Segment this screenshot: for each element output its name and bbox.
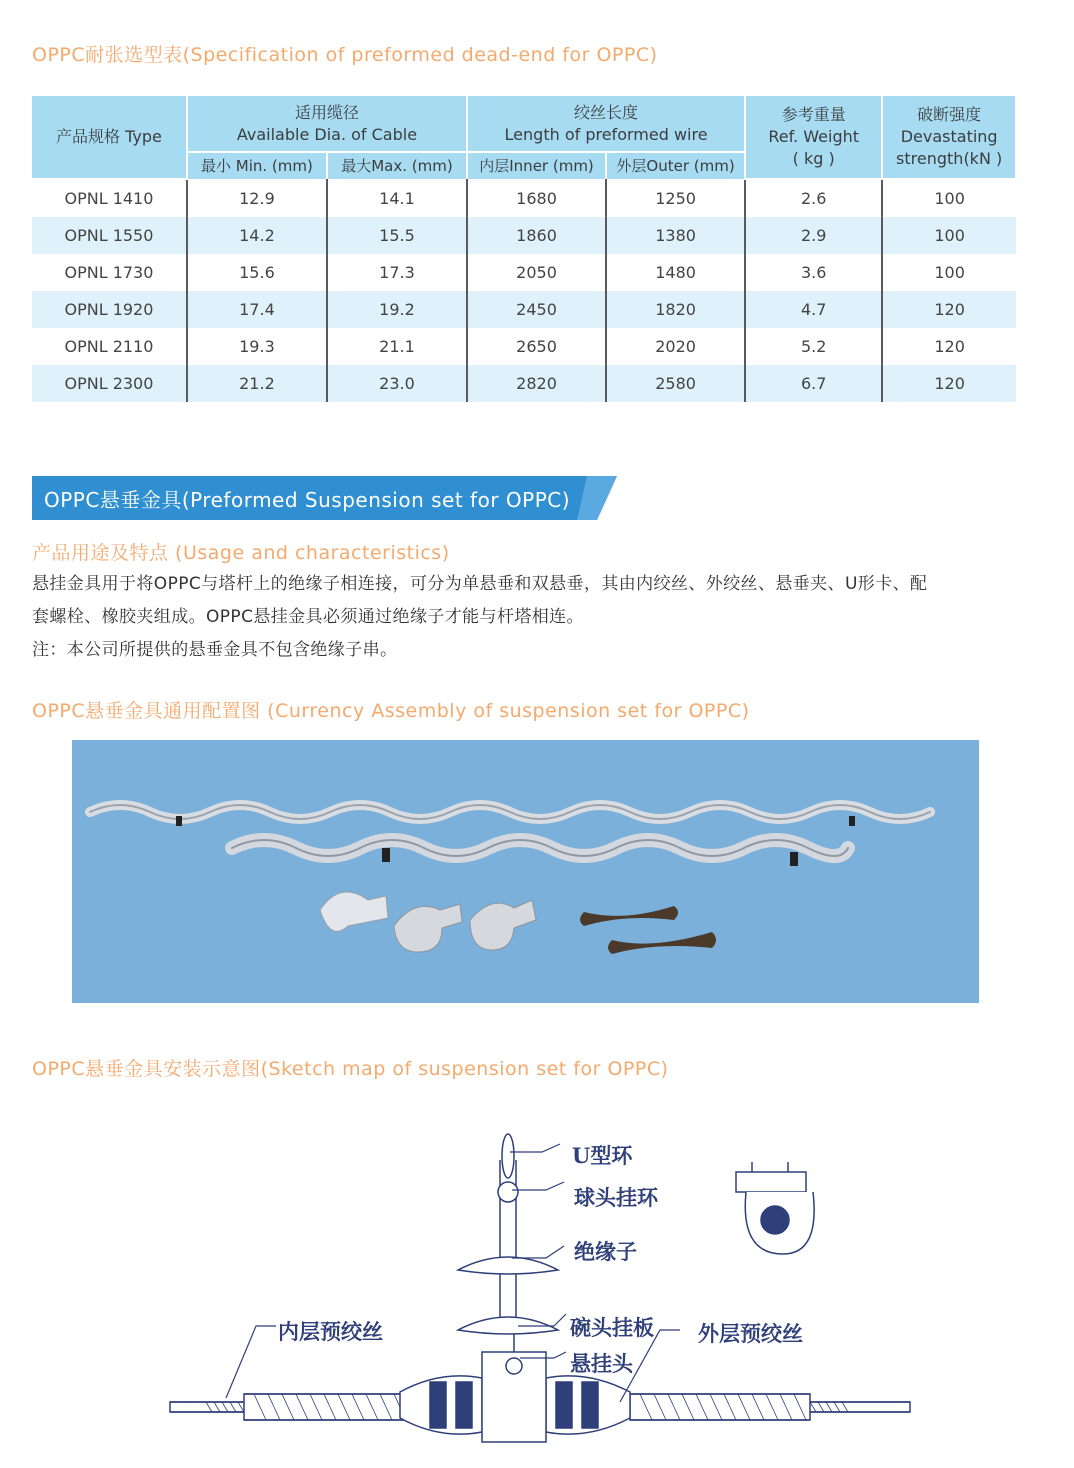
rubber-inserts bbox=[580, 906, 716, 954]
col-header-max: 最大Max. (mm) bbox=[327, 152, 467, 179]
value-cell: 19.2 bbox=[327, 291, 467, 328]
usage-line-1: 悬挂金具用于将OPPC与塔杆上的绝缘子相连接，可分为单悬垂和双悬垂，其由内绞丝、外绞丝、悬垂夹、U形卡、配 bbox=[32, 574, 928, 594]
table-row bbox=[32, 179, 1016, 217]
label-clamp-head: 悬挂头 bbox=[570, 1351, 633, 1376]
assembly-title: OPPC悬垂金具通用配置图 (Currency Assembly of suspension set for OPPC) bbox=[32, 700, 750, 722]
value-cell: 17.3 bbox=[327, 254, 467, 291]
spec-table-body bbox=[32, 179, 1016, 402]
value-cell: 2820 bbox=[467, 365, 606, 402]
label-u-ring: U型环 bbox=[572, 1143, 633, 1168]
value-cell: 2.6 bbox=[745, 179, 882, 217]
value-cell: 120 bbox=[882, 328, 1016, 365]
label-inner-rod: 内层预绞丝 bbox=[278, 1319, 383, 1344]
value-cell: 15.5 bbox=[327, 217, 467, 254]
col-header-type: 产品规格 Type bbox=[32, 96, 187, 179]
value-cell: 21.2 bbox=[187, 365, 327, 402]
value-cell: 120 bbox=[882, 291, 1016, 328]
usage-line-2: 套螺栓、橡胶夹组成。OPPC悬挂金具必须通过绝缘子才能与杆塔相连。 bbox=[32, 607, 584, 627]
type-cell: OPNL 1550 bbox=[32, 217, 187, 254]
value-cell: 14.2 bbox=[187, 217, 327, 254]
suspension-section-banner bbox=[32, 476, 617, 520]
value-cell: 17.4 bbox=[187, 291, 327, 328]
sketch-title: OPPC悬垂金具安装示意图(Sketch map of suspension set for OPPC) bbox=[32, 1058, 669, 1080]
table-row bbox=[32, 365, 1016, 402]
value-cell: 100 bbox=[882, 179, 1016, 217]
value-cell: 1380 bbox=[606, 217, 745, 254]
col-group-wire-length: 绞丝长度 Length of preformed wire bbox=[467, 96, 745, 152]
value-cell: 3.6 bbox=[745, 254, 882, 291]
value-cell: 100 bbox=[882, 254, 1016, 291]
table-row bbox=[32, 217, 1016, 254]
value-cell: 2450 bbox=[467, 291, 606, 328]
value-cell: 120 bbox=[882, 365, 1016, 402]
type-cell: OPNL 1920 bbox=[32, 291, 187, 328]
col-group-cable-dia: 适用缆径 Available Dia. of Cable bbox=[187, 96, 467, 152]
value-cell: 1480 bbox=[606, 254, 745, 291]
dead-end-spec-table bbox=[32, 96, 1017, 402]
value-cell: 2650 bbox=[467, 328, 606, 365]
table-row bbox=[32, 254, 1016, 291]
value-cell: 2020 bbox=[606, 328, 745, 365]
label-outer-rod: 外层预绞丝 bbox=[698, 1321, 803, 1346]
suspension-clamp-parts bbox=[320, 892, 536, 952]
usage-description bbox=[32, 568, 1022, 667]
value-cell: 12.9 bbox=[187, 179, 327, 217]
banner-title: OPPC悬垂金具(Preformed Suspension set for OPPC) bbox=[44, 488, 571, 512]
value-cell: 15.6 bbox=[187, 254, 327, 291]
type-cell: OPNL 1410 bbox=[32, 179, 187, 217]
installation-sketch bbox=[160, 1130, 920, 1450]
value-cell: 19.3 bbox=[187, 328, 327, 365]
table-row bbox=[32, 291, 1016, 328]
value-cell: 100 bbox=[882, 217, 1016, 254]
value-cell: 1860 bbox=[467, 217, 606, 254]
usage-title: 产品用途及特点 (Usage and characteristics) bbox=[32, 542, 450, 564]
type-cell: OPNL 1730 bbox=[32, 254, 187, 291]
value-cell: 1680 bbox=[467, 179, 606, 217]
insulator-shape bbox=[458, 1134, 558, 1334]
value-cell: 6.7 bbox=[745, 365, 882, 402]
value-cell: 21.1 bbox=[327, 328, 467, 365]
value-cell: 2580 bbox=[606, 365, 745, 402]
value-cell: 23.0 bbox=[327, 365, 467, 402]
col-header-min: 最小 Min. (mm) bbox=[187, 152, 327, 179]
type-cell: OPNL 2300 bbox=[32, 365, 187, 402]
label-socket-plate: 碗头挂板 bbox=[570, 1315, 654, 1340]
value-cell: 2.9 bbox=[745, 217, 882, 254]
clamp-section-detail bbox=[736, 1162, 814, 1254]
clamp-assembly bbox=[400, 1330, 630, 1442]
col-header-strength: 破断强度 Devastating strength(kN ) bbox=[882, 96, 1016, 179]
value-cell: 1250 bbox=[606, 179, 745, 217]
col-header-outer: 外层Outer (mm) bbox=[606, 152, 745, 179]
value-cell: 4.7 bbox=[745, 291, 882, 328]
usage-note: 注：本公司所提供的悬垂金具不包含绝缘子串。 bbox=[32, 640, 398, 660]
col-header-inner: 内层Inner (mm) bbox=[467, 152, 606, 179]
col-header-weight: 参考重量 Ref. Weight ( kg ) bbox=[745, 96, 882, 179]
type-cell: OPNL 2110 bbox=[32, 328, 187, 365]
value-cell: 14.1 bbox=[327, 179, 467, 217]
value-cell: 5.2 bbox=[745, 328, 882, 365]
table-row bbox=[32, 328, 1016, 365]
value-cell: 2050 bbox=[467, 254, 606, 291]
value-cell: 1820 bbox=[606, 291, 745, 328]
label-insulator: 绝缘子 bbox=[574, 1239, 637, 1264]
assembly-photo bbox=[72, 740, 979, 1003]
dead-end-table-title: OPPC耐张选型表(Specification of preformed dead-end for OPPC) bbox=[32, 44, 658, 66]
label-ball-ring: 球头挂环 bbox=[574, 1185, 658, 1210]
